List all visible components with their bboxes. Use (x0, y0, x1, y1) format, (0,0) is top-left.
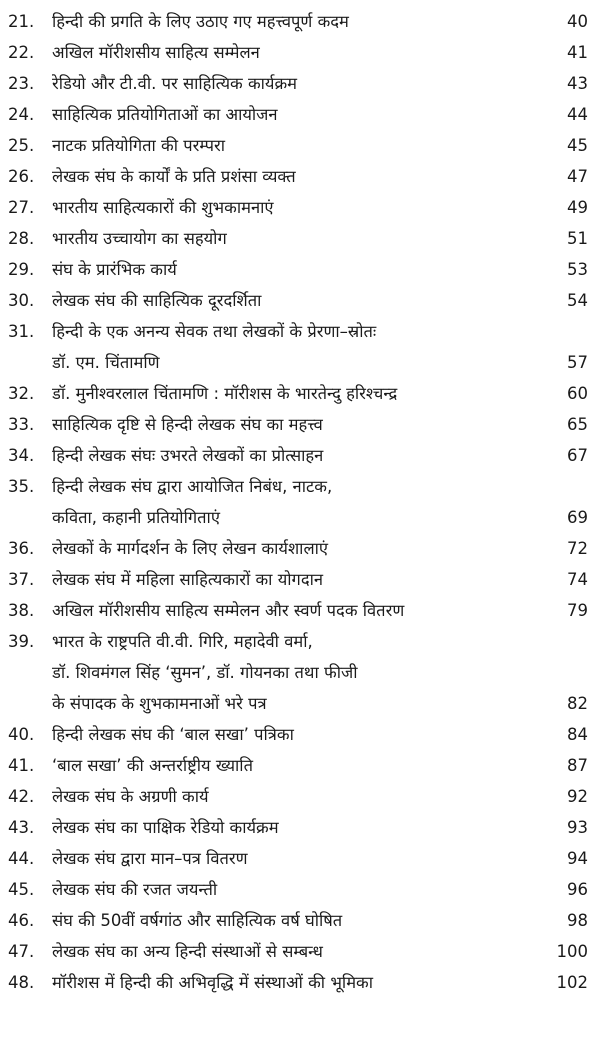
entry-number: 22. (8, 43, 35, 62)
entry-title: भारतीय उच्चायोग का सहयोग (52, 229, 227, 248)
entry-page-number: 47 (567, 167, 588, 186)
toc-entry-line (0, 719, 600, 750)
toc-entry (0, 68, 600, 99)
entry-page-number: 54 (567, 291, 588, 310)
entry-number: 45. (8, 880, 35, 899)
entry-number: 43. (8, 818, 35, 837)
toc-entry (0, 595, 600, 626)
toc-entry-line (0, 192, 600, 223)
entry-title: अखिल मॉरीशसीय साहित्य सम्मेलन (52, 43, 260, 62)
entry-title: लेखक संघ की रजत जयन्ती (52, 880, 218, 899)
entry-page-number: 57 (567, 353, 588, 372)
toc-entry (0, 471, 600, 533)
entry-number: 31. (8, 322, 35, 341)
entry-number: 27. (8, 198, 35, 217)
entry-number: 35. (8, 477, 35, 496)
toc-entry (0, 161, 600, 192)
entry-title: हिन्दी की प्रगति के लिए उठाए गए महत्त्वपूर्ण कदम (52, 12, 349, 31)
toc-entry-line (0, 595, 600, 626)
toc-entry-line (0, 936, 600, 967)
entry-title: नाटक प्रतियोगिता की परम्परा (52, 136, 226, 155)
table-of-contents (0, 6, 600, 998)
entry-title: डॉ. एम. चिंतामणि (52, 353, 160, 372)
entry-number: 48. (8, 973, 35, 992)
entry-number: 36. (8, 539, 35, 558)
toc-entry-line (0, 626, 600, 657)
toc-entry (0, 843, 600, 874)
toc-entry-line (0, 99, 600, 130)
entry-title: हिन्दी के एक अनन्य सेवक तथा लेखकों के प्रेरणा–स्रोतः (52, 322, 377, 341)
entry-page-number: 49 (567, 198, 588, 217)
toc-entry-line (0, 874, 600, 905)
toc-entry (0, 936, 600, 967)
toc-entry-line (0, 440, 600, 471)
entry-title: हिन्दी लेखक संघः उभरते लेखकों का प्रोत्साहन (52, 446, 324, 465)
toc-entry-line (0, 657, 600, 688)
toc-entry-line (0, 409, 600, 440)
toc-entry-line (0, 285, 600, 316)
entry-page-number: 60 (567, 384, 588, 403)
entry-number: 41. (8, 756, 35, 775)
toc-entry (0, 750, 600, 781)
entry-number: 38. (8, 601, 35, 620)
entry-title: लेखक संघ का पाक्षिक रेडियो कार्यक्रम (52, 818, 279, 837)
entry-number: 28. (8, 229, 35, 248)
entry-page-number: 96 (567, 880, 588, 899)
entry-page-number: 102 (556, 973, 588, 992)
toc-entry (0, 905, 600, 936)
toc-entry (0, 285, 600, 316)
toc-entry (0, 967, 600, 998)
toc-entry (0, 440, 600, 471)
entry-title: संघ के प्रारंभिक कार्य (52, 260, 177, 279)
entry-title: लेखक संघ का अन्य हिन्दी संस्थाओं से सम्बन्ध (52, 942, 323, 961)
entry-title: लेखकों के मार्गदर्शन के लिए लेखन कार्यशालाएं (52, 539, 329, 558)
entry-title: संघ की 50वीं वर्षगांठ और साहित्यिक वर्ष घोषित (52, 911, 343, 930)
toc-entry (0, 99, 600, 130)
entry-title: हिन्दी लेखक संघ की ‘बाल सखा’ पत्रिका (52, 725, 294, 744)
entry-number: 26. (8, 167, 35, 186)
entry-number: 42. (8, 787, 35, 806)
entry-title: रेडियो और टी.वी. पर साहित्यिक कार्यक्रम (52, 74, 298, 93)
entry-title: अखिल मॉरीशसीय साहित्य सम्मेलन और स्वर्ण पदक वितरण (52, 601, 405, 620)
entry-title: लेखक संघ में महिला साहित्यकारों का योगदान (52, 570, 324, 589)
entry-page-number: 43 (567, 74, 588, 93)
toc-entry-line (0, 316, 600, 347)
entry-number: 23. (8, 74, 35, 93)
entry-page-number: 53 (567, 260, 588, 279)
toc-entry-line (0, 223, 600, 254)
entry-number: 39. (8, 632, 35, 651)
entry-title: कविता, कहानी प्रतियोगिताएं (52, 508, 220, 527)
entry-page-number: 92 (567, 787, 588, 806)
toc-entry-line (0, 688, 600, 719)
entry-page-number: 41 (567, 43, 588, 62)
entry-title: डॉ. शिवमंगल सिंह ‘सुमन’, डॉ. गोयनका तथा फीजी (52, 663, 358, 682)
toc-entry-line (0, 6, 600, 37)
toc-entry (0, 130, 600, 161)
entry-page-number: 51 (567, 229, 588, 248)
entry-page-number: 93 (567, 818, 588, 837)
toc-entry-line (0, 502, 600, 533)
toc-entry-line (0, 37, 600, 68)
toc-entry-line (0, 812, 600, 843)
toc-entry-line (0, 471, 600, 502)
entry-page-number: 72 (567, 539, 588, 558)
entry-page-number: 100 (556, 942, 588, 961)
toc-entry-line (0, 347, 600, 378)
entry-page-number: 82 (567, 694, 588, 713)
entry-title: भारत के राष्ट्रपति वी.वी. गिरि, महादेवी वर्मा, (52, 632, 313, 651)
toc-entry (0, 37, 600, 68)
toc-entry-line (0, 254, 600, 285)
entry-title: लेखक संघ के कार्यों के प्रति प्रशंसा व्यक्त (52, 167, 296, 186)
entry-page-number: 74 (567, 570, 588, 589)
toc-entry (0, 316, 600, 378)
entry-title: लेखक संघ की साहित्यिक दूरदर्शिता (52, 291, 262, 310)
toc-entry-line (0, 68, 600, 99)
entry-number: 25. (8, 136, 35, 155)
entry-page-number: 69 (567, 508, 588, 527)
toc-entry (0, 719, 600, 750)
toc-entry-line (0, 905, 600, 936)
toc-entry-line (0, 750, 600, 781)
entry-title: भारतीय साहित्यकारों की शुभकामनाएं (52, 198, 274, 217)
toc-entry (0, 409, 600, 440)
entry-number: 37. (8, 570, 35, 589)
toc-entry-line (0, 378, 600, 409)
toc-entry (0, 378, 600, 409)
entry-title: लेखक संघ द्वारा मान–पत्र वितरण (52, 849, 248, 868)
entry-title: साहित्यिक दृष्टि से हिन्दी लेखक संघ का महत्त्व (52, 415, 323, 434)
entry-title: डॉ. मुनीश्वरलाल चिंतामणि : मॉरीशस के भारतेन्दु हरिश्चन्द्र (52, 384, 398, 403)
entry-number: 29. (8, 260, 35, 279)
toc-entry (0, 626, 600, 719)
entry-page-number: 44 (567, 105, 588, 124)
toc-entry-line (0, 967, 600, 998)
toc-entry (0, 781, 600, 812)
toc-entry-line (0, 533, 600, 564)
toc-entry (0, 874, 600, 905)
entry-page-number: 84 (567, 725, 588, 744)
toc-entry-line (0, 781, 600, 812)
entry-title: ‘बाल सखा’ की अन्तर्राष्ट्रीय ख्याति (52, 756, 253, 775)
entry-title: लेखक संघ के अग्रणी कार्य (52, 787, 209, 806)
entry-title: साहित्यिक प्रतियोगिताओं का आयोजन (52, 105, 278, 124)
toc-entry (0, 533, 600, 564)
toc-entry (0, 223, 600, 254)
entry-title: के संपादक के शुभकामनाओं भरे पत्र (52, 694, 267, 713)
toc-entry (0, 254, 600, 285)
toc-entry (0, 192, 600, 223)
toc-entry-line (0, 843, 600, 874)
entry-number: 21. (8, 12, 35, 31)
entry-page-number: 98 (567, 911, 588, 930)
entry-number: 40. (8, 725, 35, 744)
entry-number: 30. (8, 291, 35, 310)
entry-page-number: 79 (567, 601, 588, 620)
entry-title: मॉरीशस में हिन्दी की अभिवृद्धि में संस्थाओं की भूमिका (52, 973, 374, 992)
entry-number: 34. (8, 446, 35, 465)
entry-page-number: 94 (567, 849, 588, 868)
entry-number: 32. (8, 384, 35, 403)
entry-number: 33. (8, 415, 35, 434)
entry-page-number: 67 (567, 446, 588, 465)
toc-entry-line (0, 161, 600, 192)
entry-page-number: 65 (567, 415, 588, 434)
entry-number: 47. (8, 942, 35, 961)
toc-entry (0, 564, 600, 595)
entry-number: 44. (8, 849, 35, 868)
entry-title: हिन्दी लेखक संघ द्वारा आयोजित निबंध, नाटक, (52, 477, 333, 496)
entry-page-number: 45 (567, 136, 588, 155)
entry-number: 24. (8, 105, 35, 124)
entry-page-number: 87 (567, 756, 588, 775)
toc-entry (0, 812, 600, 843)
toc-entry-line (0, 564, 600, 595)
toc-entry-line (0, 130, 600, 161)
entry-number: 46. (8, 911, 35, 930)
entry-page-number: 40 (567, 12, 588, 31)
toc-entry (0, 6, 600, 37)
